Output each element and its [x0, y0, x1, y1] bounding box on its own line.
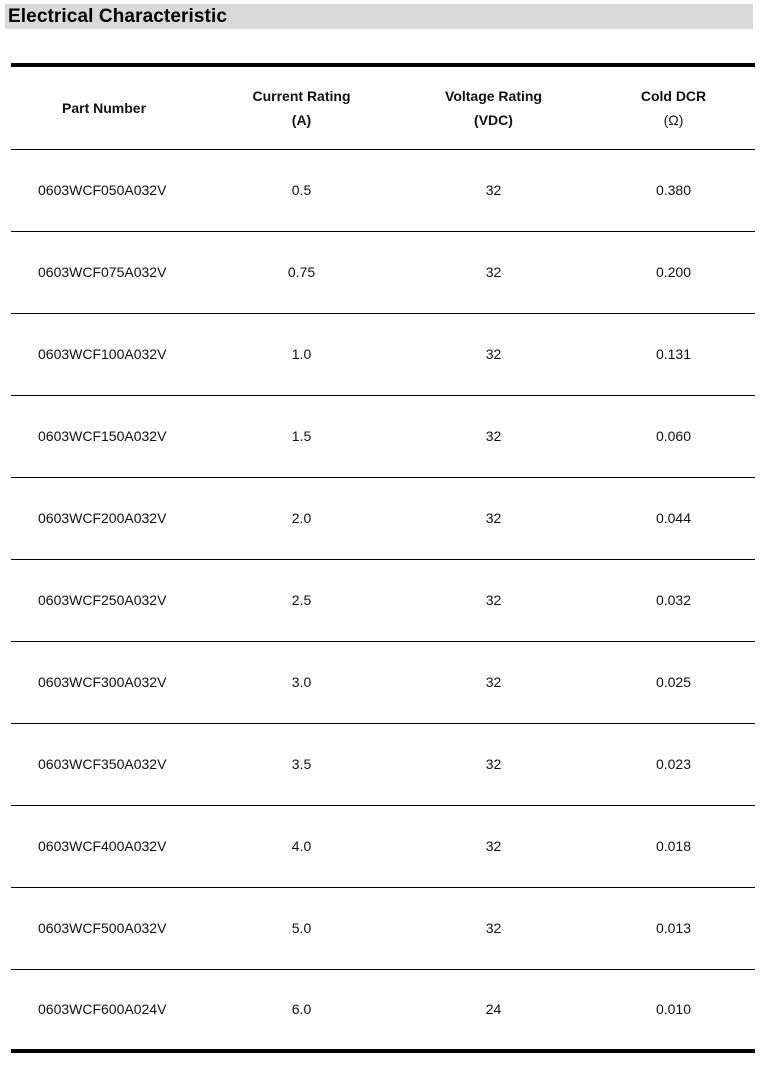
header-voltage-rating [395, 65, 592, 149]
cell-part-number: 0603WCF250A032V [38, 592, 167, 608]
cell-part-number: 0603WCF500A032V [38, 920, 167, 936]
cell-cold-dcr: 0.025 [655, 674, 692, 690]
cell-voltage-rating: 32 [485, 428, 502, 444]
cell-cold-dcr: 0.023 [655, 756, 692, 772]
cell-cold-dcr: 0.032 [655, 592, 692, 608]
header-part-number-label: Part Number [62, 99, 147, 116]
section-title: Electrical Characteristic [8, 6, 228, 27]
cell-current-rating: 3.5 [291, 756, 312, 772]
cell-current-rating: 6.0 [291, 1001, 312, 1018]
cell-voltage-rating: 32 [485, 756, 502, 772]
table-row [11, 969, 755, 1051]
cell-current-rating: 1.5 [291, 428, 312, 444]
cell-part-number: 0603WCF050A032V [38, 182, 167, 198]
header-voltage-rating-label: Voltage Rating [445, 87, 542, 104]
header-cold-dcr-unit: (Ω) [663, 111, 684, 128]
cell-part-number: 0603WCF100A032V [38, 346, 167, 362]
header-cold-dcr-label: Cold DCR [640, 87, 707, 104]
cell-part-number: 0603WCF350A032V [38, 756, 167, 772]
cell-voltage-rating: 32 [485, 674, 502, 690]
table-row [11, 149, 755, 231]
cell-voltage-rating: 32 [485, 920, 502, 936]
header-current-rating-unit: (A) [291, 111, 312, 128]
electrical-characteristic-table-wrap [11, 63, 755, 1053]
cell-current-rating: 2.0 [291, 510, 312, 526]
cell-part-number: 0603WCF150A032V [38, 428, 167, 444]
header-current-rating-label: Current Rating [252, 87, 351, 104]
cell-voltage-rating: 32 [485, 264, 502, 280]
cell-voltage-rating: 32 [485, 838, 502, 854]
cell-part-number: 0603WCF400A032V [38, 838, 167, 854]
cell-cold-dcr: 0.010 [655, 1001, 692, 1018]
cell-part-number: 0603WCF075A032V [38, 264, 167, 280]
cell-current-rating: 2.5 [291, 592, 312, 608]
cell-part-number: 0603WCF600A024V [38, 1001, 167, 1018]
cell-cold-dcr: 0.013 [655, 920, 692, 936]
cell-current-rating: 0.5 [291, 182, 312, 198]
cell-part-number: 0603WCF300A032V [38, 674, 167, 690]
table-row [11, 723, 755, 805]
header-cold-dcr [592, 65, 755, 149]
table-header [11, 65, 755, 149]
cell-voltage-rating: 24 [485, 1001, 502, 1018]
cell-voltage-rating: 32 [485, 182, 502, 198]
cell-current-rating: 1.0 [291, 346, 312, 362]
cell-cold-dcr: 0.044 [655, 510, 692, 526]
cell-cold-dcr: 0.380 [655, 182, 692, 198]
header-part-number [11, 65, 208, 149]
table-row [11, 887, 755, 969]
table-header-row [11, 65, 755, 149]
cell-voltage-rating: 32 [485, 510, 502, 526]
cell-cold-dcr: 0.200 [655, 264, 692, 280]
header-current-rating [208, 65, 395, 149]
cell-cold-dcr: 0.060 [655, 428, 692, 444]
table-body [11, 149, 755, 1051]
cell-cold-dcr: 0.131 [655, 346, 692, 362]
table-row [11, 805, 755, 887]
cell-current-rating: 4.0 [291, 838, 312, 854]
cell-voltage-rating: 32 [485, 346, 502, 362]
cell-cold-dcr: 0.018 [655, 838, 692, 854]
electrical-characteristic-table [11, 63, 755, 1053]
table-row [11, 477, 755, 559]
cell-current-rating: 5.0 [291, 920, 312, 936]
table-row [11, 395, 755, 477]
cell-voltage-rating: 32 [485, 592, 502, 608]
table-row [11, 313, 755, 395]
cell-current-rating: 0.75 [287, 264, 316, 280]
cell-part-number: 0603WCF200A032V [38, 510, 167, 526]
section-header [5, 4, 753, 29]
header-voltage-rating-unit: (VDC) [474, 111, 513, 128]
cell-current-rating: 3.0 [291, 674, 312, 690]
table-row [11, 641, 755, 723]
table-row [11, 231, 755, 313]
table-row [11, 559, 755, 641]
